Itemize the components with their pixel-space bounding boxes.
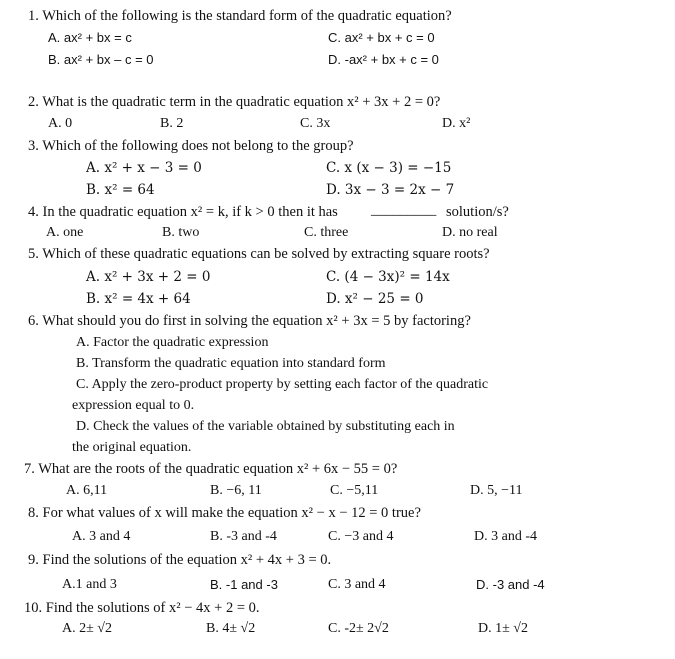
q6-option-a: A. Factor the quadratic expression — [76, 335, 269, 350]
q9-option-b: B. -1 and -3 — [210, 577, 278, 592]
q5-option-c: C. (4 − 3x)² = 14x — [326, 269, 450, 285]
q3-option-c: C. x (x − 3) = −15 — [326, 160, 452, 176]
question-10: 10. Find the solutions of x² − 4x + 2 = 0. — [24, 600, 260, 616]
q1-option-d: D. -ax² + bx + c = 0 — [328, 52, 439, 67]
question-8: 8. For what values of x will make the equation x² − x − 12 = 0 true? — [28, 505, 421, 521]
q6-option-c-line-2: expression equal to 0. — [72, 398, 195, 413]
q6-option-d-line-1: D. Check the values of the variable obtained by substituting each in — [76, 419, 455, 434]
question-9: 9. Find the solutions of the equation x² + 4x + 3 = 0. — [28, 552, 332, 568]
q7-option-c: C. −5,11 — [330, 483, 379, 498]
q6-option-c-line-1: C. Apply the zero-product property by setting each factor of the quadratic — [76, 377, 489, 392]
question-4-blank: _________ — [371, 202, 437, 218]
q10-option-d: D. 1± √2 — [478, 621, 528, 636]
q2-option-a: A. 0 — [48, 116, 73, 131]
q5-option-d: D. x² − 25 = 0 — [326, 291, 424, 307]
q4-option-c: C. three — [304, 225, 349, 240]
q7-option-b: B. −6, 11 — [210, 483, 262, 498]
q4-option-d: D. no real — [442, 225, 498, 240]
q4-option-b: B. two — [162, 225, 200, 240]
question-4-part-2: solution/s? — [446, 204, 509, 220]
q2-option-c: C. 3x — [300, 116, 331, 131]
q4-option-a: A. one — [46, 225, 84, 240]
question-7: 7. What are the roots of the quadratic equation x² + 6x − 55 = 0? — [24, 461, 398, 477]
q8-option-b: B. -3 and -4 — [210, 529, 277, 544]
question-2: 2. What is the quadratic term in the quadratic equation x² + 3x + 2 = 0? — [28, 94, 441, 110]
question-4-part-1: 4. In the quadratic equation x² = k, if k > 0 then it has — [28, 204, 338, 220]
q7-option-d: D. 5, −11 — [470, 483, 523, 498]
question-1: 1. Which of the following is the standard form of the quadratic equation? — [28, 8, 452, 24]
q5-option-a: A. x² + 3x + 2 = 0 — [86, 269, 211, 285]
q9-option-d: D. -3 and -4 — [476, 577, 545, 592]
q3-option-b: B. x² = 64 — [86, 182, 155, 198]
q1-option-c: C. ax² + bx + c = 0 — [328, 30, 435, 45]
q8-option-d: D. 3 and -4 — [474, 529, 537, 544]
question-3: 3. Which of the following does not belong to the group? — [28, 138, 354, 154]
q10-option-c: C. -2± 2√2 — [328, 621, 389, 636]
q10-option-b: B. 4± √2 — [206, 621, 256, 636]
q1-option-a: A. ax² + bx = c — [48, 30, 132, 45]
q6-option-d-line-2: the original equation. — [72, 440, 192, 455]
q5-option-b: B. x² = 4x + 64 — [86, 291, 191, 307]
q7-option-a: A. 6,11 — [66, 483, 108, 498]
q2-option-b: B. 2 — [160, 116, 184, 131]
q6-option-b: B. Transform the quadratic equation into standard form — [76, 356, 386, 371]
q8-option-c: C. −3 and 4 — [328, 529, 394, 544]
question-5: 5. Which of these quadratic equations can be solved by extracting square roots? — [28, 246, 490, 262]
question-6: 6. What should you do first in solving the equation x² + 3x = 5 by factoring? — [28, 313, 471, 329]
q2-option-d: D. x² — [442, 116, 471, 131]
q3-option-a: A. x² + x − 3 = 0 — [86, 160, 202, 176]
q3-option-d: D. 3x − 3 = 2x − 7 — [326, 182, 455, 198]
q8-option-a: A. 3 and 4 — [72, 529, 131, 544]
q9-option-c: C. 3 and 4 — [328, 577, 386, 592]
q1-option-b: B. ax² + bx – c = 0 — [48, 52, 154, 67]
q10-option-a: A. 2± √2 — [62, 621, 112, 636]
q9-option-a: A.1 and 3 — [62, 577, 117, 592]
